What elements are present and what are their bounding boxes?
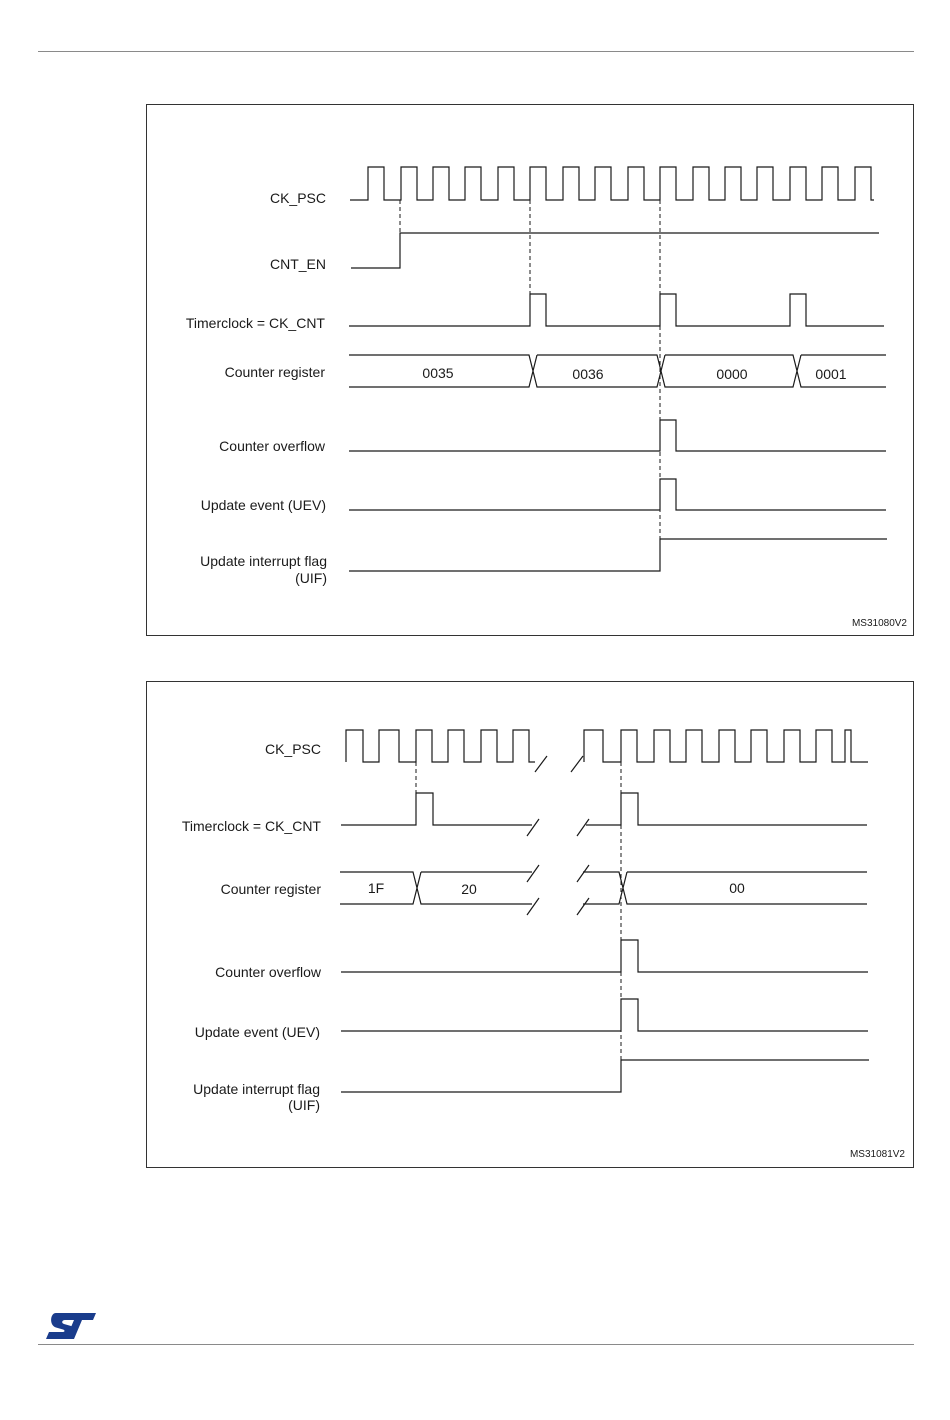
- update-event-waveform: [349, 479, 886, 510]
- signal-label-counter-overflow: Counter overflow: [215, 964, 321, 980]
- signal-label-cnt-en: CNT_EN: [269, 256, 326, 272]
- signal-label-counter-register: Counter register: [224, 364, 325, 380]
- timing-diagram-prescaler-div4: [146, 681, 914, 1168]
- counter-value-1: 0036: [572, 366, 604, 382]
- header-rule: [38, 51, 914, 52]
- break-mark: [527, 865, 589, 915]
- counter-value-1: 20: [461, 881, 477, 897]
- break-mark: [527, 819, 589, 836]
- st-logo-icon: [44, 1311, 102, 1346]
- signal-label-counter-register: Counter register: [220, 881, 321, 897]
- counter-value-2: 0000: [716, 366, 748, 382]
- footer-rule: [38, 1344, 914, 1345]
- signal-label-update-event: Update event (UEV): [200, 497, 326, 513]
- signal-label-uif-line1: Update interrupt flag: [193, 1081, 320, 1097]
- counter-value-0: 1F: [367, 880, 385, 896]
- counter-value-2: 00: [729, 880, 745, 896]
- counter-value-0: 0035: [422, 365, 454, 381]
- figure-id: MS31080V2: [851, 618, 907, 629]
- signal-label-update-event: Update event (UEV): [194, 1024, 320, 1040]
- timerclock-waveform: [341, 793, 867, 825]
- figure-id: MS31081V2: [849, 1149, 905, 1160]
- update-event-waveform: [341, 999, 868, 1031]
- signal-label-ck-psc: CK_PSC: [264, 741, 321, 757]
- uif-waveform: [341, 1060, 869, 1092]
- counter-overflow-waveform: [349, 420, 886, 451]
- signal-label-uif-line2: (UIF): [295, 570, 327, 586]
- signal-label-timerclock: Timerclock = CK_CNT: [181, 818, 321, 834]
- cnt-en-waveform: [351, 233, 879, 268]
- signal-label-uif-line2: (UIF): [288, 1097, 320, 1113]
- ck-psc-waveform: [346, 730, 868, 762]
- uif-waveform: [349, 539, 887, 571]
- signal-label-timerclock: Timerclock = CK_CNT: [185, 315, 325, 331]
- timing-diagram-prescaler-div1: [146, 104, 914, 636]
- counter-value-3: 0001: [815, 366, 847, 382]
- signal-label-uif-line1: Update interrupt flag: [200, 553, 327, 569]
- signal-label-ck-psc: CK_PSC: [269, 190, 326, 206]
- counter-overflow-waveform: [341, 940, 868, 972]
- break-mark: [535, 756, 583, 772]
- counter-register-bus: [340, 872, 867, 904]
- signal-label-counter-overflow: Counter overflow: [219, 438, 325, 454]
- ck-psc-waveform: [350, 167, 874, 200]
- timerclock-waveform: [349, 294, 884, 326]
